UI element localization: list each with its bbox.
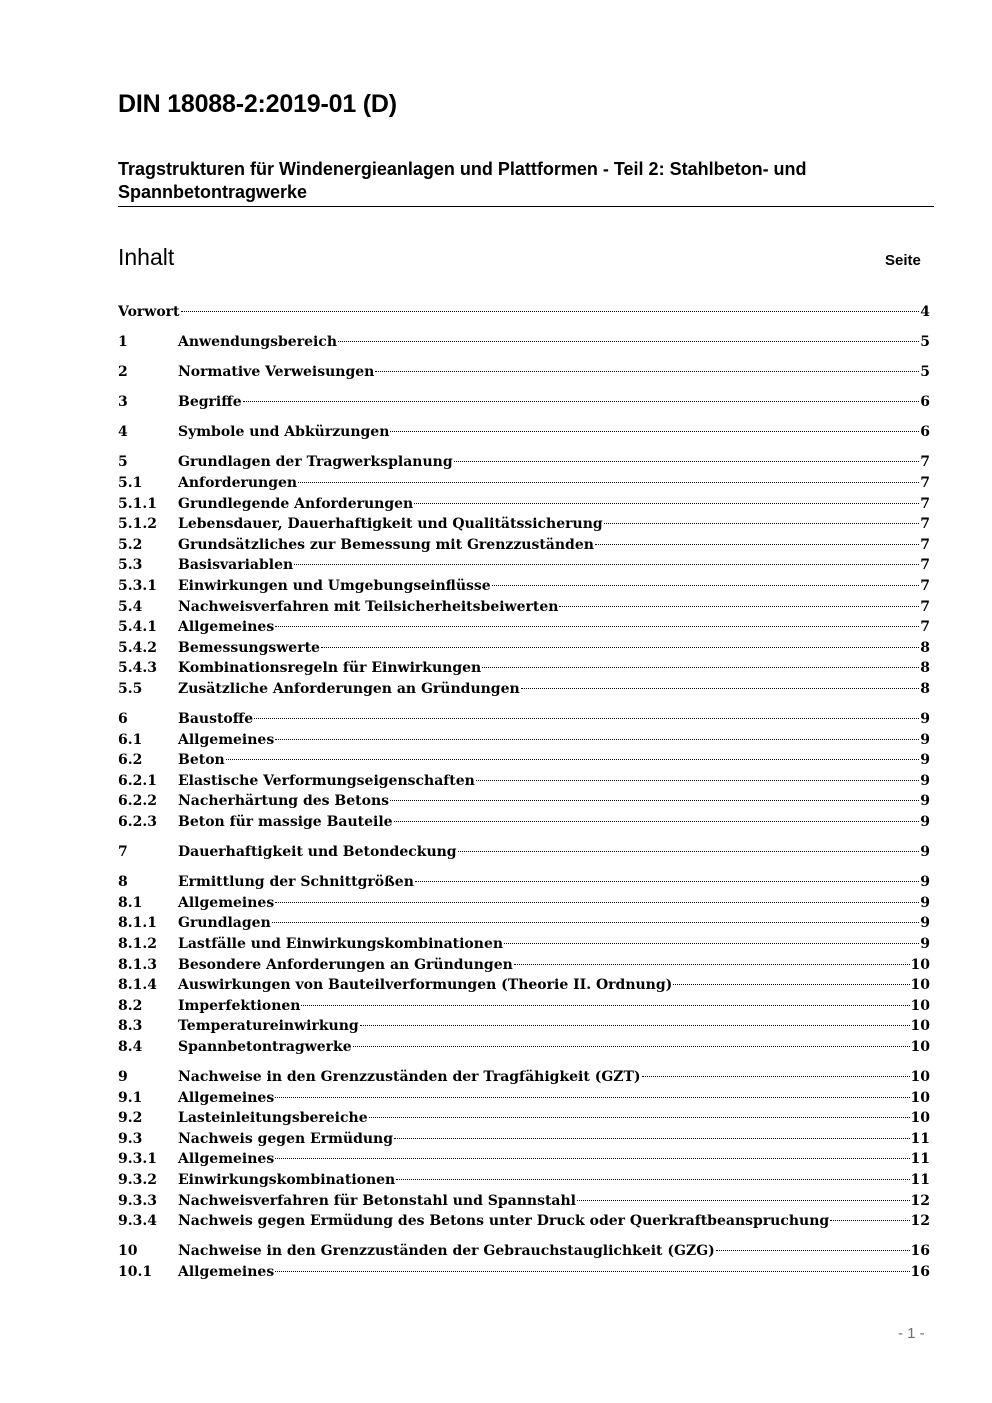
toc-dot-leader: [294, 564, 919, 565]
toc-entry-title: Spannbetontragwerke: [178, 1039, 352, 1055]
toc-entry-page: 10: [910, 977, 930, 994]
toc-entry-title: Nachweis gegen Ermüdung des Betons unter Druck oder Querkraftbeanspruchung: [178, 1213, 830, 1230]
toc-entry-title: Grundlegende Anforderungen: [178, 495, 414, 512]
toc-entry-title: Besondere Anforderungen an Gründungen: [178, 956, 513, 973]
toc-entry-page: 9: [920, 793, 930, 810]
toc-dot-leader: [390, 800, 919, 801]
toc-entry-number: 5.3.1: [118, 578, 157, 595]
toc-entry-page: 9: [920, 915, 930, 932]
toc-dot-leader: [458, 851, 920, 852]
toc-entry[interactable]: [118, 1262, 930, 1283]
page-number: - 1 -: [898, 1325, 925, 1342]
toc-entry-title: Symbole und Abkürzungen: [178, 424, 390, 441]
toc-entry-page: 6: [920, 394, 930, 411]
toc-entry-title: Nachweise in den Grenzzuständen der Tragfähigkeit (GZT): [178, 1069, 641, 1086]
toc-entry-page: 11: [910, 1151, 930, 1168]
toc-entry-title: Nacherhärtung des Betons: [178, 793, 390, 810]
toc-entry[interactable]: [118, 1016, 930, 1037]
toc-dot-leader: [414, 503, 919, 504]
toc-dot-leader: [514, 964, 910, 965]
toc-entry-page: 9: [920, 894, 930, 911]
toc-dot-leader: [375, 371, 919, 372]
toc-entry-number: 5.4: [118, 598, 143, 615]
toc-dot-leader: [298, 482, 919, 483]
toc-entry-title: Dauerhaftigkeit und Betondeckung: [178, 844, 457, 861]
toc-dot-leader: [577, 1200, 910, 1201]
toc-entry-number: 10: [118, 1243, 138, 1260]
toc-dot-leader: [642, 1076, 910, 1077]
toc-entry[interactable]: [118, 535, 930, 556]
toc-heading: Inhalt: [118, 244, 175, 270]
toc-entry-page: 6: [920, 424, 930, 441]
toc-dot-leader: [716, 1250, 910, 1251]
toc-entry-number: 10.1: [118, 1263, 153, 1280]
toc-entry-title: Temperatureinwirkung: [178, 1018, 359, 1035]
toc-entry-page: 11: [910, 1130, 930, 1147]
toc-dot-leader: [338, 341, 919, 342]
toc-entry-page: 10: [910, 997, 930, 1014]
toc-entry-title: Grundlagen der Tragwerksplanung: [178, 454, 453, 471]
toc-entry-page: 11: [910, 1172, 930, 1189]
toc-entry-title: Anforderungen: [178, 475, 298, 492]
toc-entry-page: 9: [920, 752, 930, 769]
toc-entry[interactable]: [118, 422, 930, 443]
toc-entry[interactable]: [118, 709, 930, 730]
toc-entry-page: 12: [910, 1192, 930, 1209]
toc-entry-page: 9: [920, 874, 930, 891]
toc-entry[interactable]: [118, 913, 930, 934]
toc-dot-leader: [275, 902, 919, 903]
toc-entry-number: 9: [118, 1069, 128, 1086]
toc-entry-page: 7: [920, 557, 930, 574]
toc-entry-page: 8: [920, 639, 930, 656]
toc-entry-number: 5.2: [118, 536, 143, 553]
toc-entry[interactable]: [118, 332, 930, 353]
toc-entry[interactable]: [118, 1191, 930, 1212]
toc-dot-leader: [369, 1117, 910, 1118]
toc-entry-title: Baustoffe: [178, 711, 254, 728]
toc-entry-number: 9.3.4: [118, 1213, 157, 1230]
toc-entry-page: 7: [920, 475, 930, 492]
toc-entry-page: 16: [910, 1243, 930, 1260]
toc-dot-leader: [492, 585, 920, 586]
toc-entry-title: Allgemeines: [178, 1263, 275, 1280]
toc-entry[interactable]: [118, 679, 930, 700]
toc-entry-number: 5: [118, 454, 128, 471]
toc-dot-leader: [275, 1158, 909, 1159]
toc-entry[interactable]: [118, 1129, 930, 1150]
toc-entry[interactable]: [118, 730, 930, 751]
toc-entry[interactable]: [118, 658, 930, 679]
toc-entry-page: 9: [920, 731, 930, 748]
toc-entry-title: Allgemeines: [178, 1089, 275, 1106]
toc-dot-leader: [275, 1097, 909, 1098]
toc-entry[interactable]: [118, 1211, 930, 1232]
toc-entry-page: 10: [910, 956, 930, 973]
toc-entry-number: 5.1.2: [118, 516, 157, 533]
toc-entry-title: Begriffe: [178, 394, 242, 411]
toc-dot-leader: [353, 1046, 910, 1047]
toc-entry-page: 7: [920, 578, 930, 595]
toc-entry-title: Basisvariablen: [178, 557, 294, 574]
toc-entry-page: 9: [920, 844, 930, 861]
toc-entry-title: Kombinationsregeln für Einwirkungen: [178, 660, 482, 677]
document-title: [118, 158, 928, 204]
toc-dot-leader: [396, 1179, 909, 1180]
toc-dot-leader: [521, 688, 920, 689]
toc-entry-title: Lasteinleitungsbereiche: [178, 1110, 368, 1127]
toc-entry-number: 5.1.1: [118, 495, 157, 512]
toc-entry-number: 8.1.3: [118, 956, 157, 973]
document-title-line-1: Tragstrukturen für Windenergieanlagen und Plattformen - Teil 2: Stahlbeton- und: [118, 159, 807, 179]
toc-entry-number: 6.1: [118, 731, 143, 748]
toc-dot-leader: [476, 780, 919, 781]
toc-entry-title: Lastfälle und Einwirkungskombinationen: [178, 936, 504, 953]
toc-entry-title: Normative Verweisungen: [178, 364, 375, 381]
toc-entry-title: Auswirkungen von Bauteilverformungen (Theorie II. Ordnung): [178, 977, 673, 994]
toc-entry-page: 8: [920, 681, 930, 697]
toc-entry[interactable]: [118, 812, 930, 833]
toc-entry[interactable]: [118, 638, 930, 659]
toc-entry-title: Einwirkungskombinationen: [178, 1172, 396, 1189]
toc-entry[interactable]: [118, 842, 930, 863]
toc-dot-leader: [275, 626, 919, 627]
toc-entry-title: Nachweisverfahren mit Teilsicherheitsbeiwerten: [178, 598, 559, 615]
toc-dot-leader: [415, 881, 919, 882]
toc-dot-leader: [394, 821, 920, 822]
toc-entry[interactable]: [118, 1088, 930, 1109]
toc-entry[interactable]: [118, 1108, 930, 1129]
toc-entry-page: 10: [910, 1089, 930, 1106]
toc-entry-page: 5: [920, 364, 930, 381]
toc-entry[interactable]: [118, 494, 930, 515]
toc-entry-title: Beton: [178, 752, 225, 769]
toc-entry-number: 7: [118, 844, 128, 861]
toc-entry-title: Grundsätzliches zur Bemessung mit Grenzzuständen: [178, 536, 594, 553]
toc-dot-leader: [254, 718, 919, 719]
toc-entry[interactable]: [118, 473, 930, 494]
toc-entry[interactable]: [118, 975, 930, 996]
toc-dot-leader: [275, 1271, 909, 1272]
toc-entry-number: 9.1: [118, 1089, 143, 1106]
toc-entry-title: Nachweisverfahren für Betonstahl und Spannstahl: [178, 1192, 576, 1209]
toc-entry-title: Einwirkungen und Umgebungseinflüsse: [178, 578, 491, 595]
toc-entry-number: 8.2: [118, 997, 143, 1014]
toc-entry-number: Vorwort: [118, 304, 180, 320]
toc-entry-page: 7: [920, 619, 930, 636]
toc-dot-leader: [181, 311, 920, 312]
toc-entry-number: 5.4.3: [118, 660, 157, 677]
toc-dot-leader: [559, 606, 919, 607]
toc-entry-number: 9.3.1: [118, 1151, 157, 1168]
toc-dot-leader: [360, 1025, 910, 1026]
toc-entry-number: 2: [118, 364, 128, 381]
toc-entry-title: Allgemeines: [178, 619, 275, 636]
toc-entry-title: Grundlagen: [178, 915, 271, 932]
toc-entry-title: Elastische Verformungseigenschaften: [178, 772, 475, 789]
document-id: DIN 18088-2:2019-01 (D): [118, 90, 397, 118]
toc-entry-title: Nachweis gegen Ermüdung: [178, 1130, 394, 1147]
toc-entry-title: Imperfektionen: [178, 997, 301, 1014]
toc-entry-page: 9: [920, 772, 930, 789]
toc-entry-page: 9: [920, 936, 930, 953]
toc-entry-number: 9.3: [118, 1130, 143, 1147]
toc-entry-title: Zusätzliche Anforderungen an Gründungen: [178, 681, 520, 697]
toc-entry[interactable]: [118, 597, 930, 618]
toc-dot-leader: [390, 431, 919, 432]
toc-dot-leader: [673, 984, 909, 985]
toc-entry[interactable]: [118, 1149, 930, 1170]
toc-entry-page: 7: [920, 598, 930, 615]
toc-entry[interactable]: [118, 1170, 930, 1191]
toc-entry-page: 9: [920, 814, 930, 831]
toc-entry-page: 10: [910, 1018, 930, 1035]
toc-entry[interactable]: [118, 1037, 930, 1058]
toc-entry-title: Lebensdauer, Dauerhaftigkeit und Qualitätssicherung: [178, 516, 603, 533]
toc-entry-number: 8.1.2: [118, 936, 157, 953]
toc-dot-leader: [604, 523, 920, 524]
toc-entry-number: 9.3.3: [118, 1192, 157, 1209]
toc-entry-number: 6.2.2: [118, 793, 157, 810]
toc-entry-page: 10: [910, 1069, 930, 1086]
toc-entry-title: Anwendungsbereich: [178, 334, 337, 351]
toc-dot-leader: [454, 461, 920, 462]
toc-dot-leader: [275, 739, 919, 740]
toc-dot-leader: [226, 759, 920, 760]
toc-entry-title: Allgemeines: [178, 894, 275, 911]
toc-entry-page: 5: [920, 334, 930, 351]
toc-dot-leader: [595, 544, 919, 545]
toc-entry[interactable]: [118, 893, 930, 914]
toc-entry-number: 9.2: [118, 1110, 143, 1127]
page-column-label: Seite: [885, 252, 921, 269]
toc-dot-leader: [830, 1220, 909, 1221]
toc-entry-number: 1: [118, 334, 128, 351]
toc-entry-page: 7: [920, 536, 930, 553]
toc-entry-title: Bemessungswerte: [178, 639, 320, 656]
toc-entry[interactable]: [118, 934, 930, 955]
toc-entry[interactable]: [118, 996, 930, 1017]
document-title-line-2: Spannbetontragwerke: [118, 182, 308, 202]
toc-entry-page: 7: [920, 454, 930, 471]
toc-entry[interactable]: [118, 1067, 930, 1088]
toc-entry-title: Allgemeines: [178, 1151, 275, 1168]
table-of-contents: [118, 302, 930, 1283]
toc-entry-title: Nachweise in den Grenzzuständen der Gebrauchstauglichkeit (GZG): [178, 1243, 715, 1260]
toc-entry[interactable]: [118, 452, 930, 473]
toc-entry-page: 10: [910, 1039, 930, 1055]
toc-dot-leader: [272, 922, 920, 923]
title-divider: [118, 206, 934, 207]
toc-entry-title: Ermittlung der Schnittgrößen: [178, 874, 414, 891]
toc-entry-number: 8.3: [118, 1018, 143, 1035]
toc-entry[interactable]: [118, 955, 930, 976]
toc-entry-number: 9.3.2: [118, 1172, 157, 1189]
toc-entry-number: 3: [118, 394, 128, 411]
toc-entry-page: 16: [910, 1263, 930, 1280]
toc-entry-page: 10: [910, 1110, 930, 1127]
toc-entry-number: 6.2: [118, 752, 143, 769]
toc-entry-page: 12: [910, 1213, 930, 1230]
toc-entry-number: 4: [118, 424, 128, 441]
toc-entry-number: 8.1.1: [118, 915, 157, 932]
toc-entry-number: 5.5: [118, 681, 143, 697]
toc-entry[interactable]: [118, 555, 930, 576]
toc-entry[interactable]: [118, 872, 930, 893]
toc-entry[interactable]: [118, 302, 930, 323]
toc-entry-number: 8: [118, 874, 128, 891]
toc-dot-leader: [504, 943, 919, 944]
toc-entry-number: 6: [118, 711, 128, 728]
toc-entry-number: 5.3: [118, 557, 143, 574]
toc-entry-page: 7: [920, 495, 930, 512]
toc-entry-title: Beton für massige Bauteile: [178, 814, 393, 831]
toc-dot-leader: [243, 401, 920, 402]
toc-entry-number: 5.4.2: [118, 639, 157, 656]
toc-entry-number: 6.2.3: [118, 814, 157, 831]
toc-dot-leader: [394, 1138, 909, 1139]
toc-entry-number: 8.1.4: [118, 977, 157, 994]
toc-entry-page: 7: [920, 516, 930, 533]
toc-entry-number: 5.1: [118, 475, 143, 492]
toc-entry[interactable]: [118, 791, 930, 812]
toc-entry-page: 8: [920, 660, 930, 677]
toc-entry-number: 8.1: [118, 894, 143, 911]
toc-entry[interactable]: [118, 392, 930, 413]
toc-dot-leader: [321, 647, 919, 648]
toc-entry[interactable]: [118, 362, 930, 383]
toc-entry-page: 4: [920, 304, 930, 320]
toc-entry-number: 8.4: [118, 1039, 143, 1055]
toc-entry-number: 5.4.1: [118, 619, 157, 636]
toc-entry[interactable]: [118, 1241, 930, 1262]
toc-entry[interactable]: [118, 617, 930, 638]
toc-entry[interactable]: [118, 514, 930, 535]
toc-dot-leader: [482, 667, 919, 668]
toc-entry[interactable]: [118, 576, 930, 597]
toc-entry-number: 6.2.1: [118, 772, 157, 789]
toc-dot-leader: [301, 1005, 909, 1006]
toc-entry[interactable]: [118, 771, 930, 792]
toc-entry-page: 9: [920, 711, 930, 728]
toc-entry-title: Allgemeines: [178, 731, 275, 748]
toc-entry[interactable]: [118, 750, 930, 771]
